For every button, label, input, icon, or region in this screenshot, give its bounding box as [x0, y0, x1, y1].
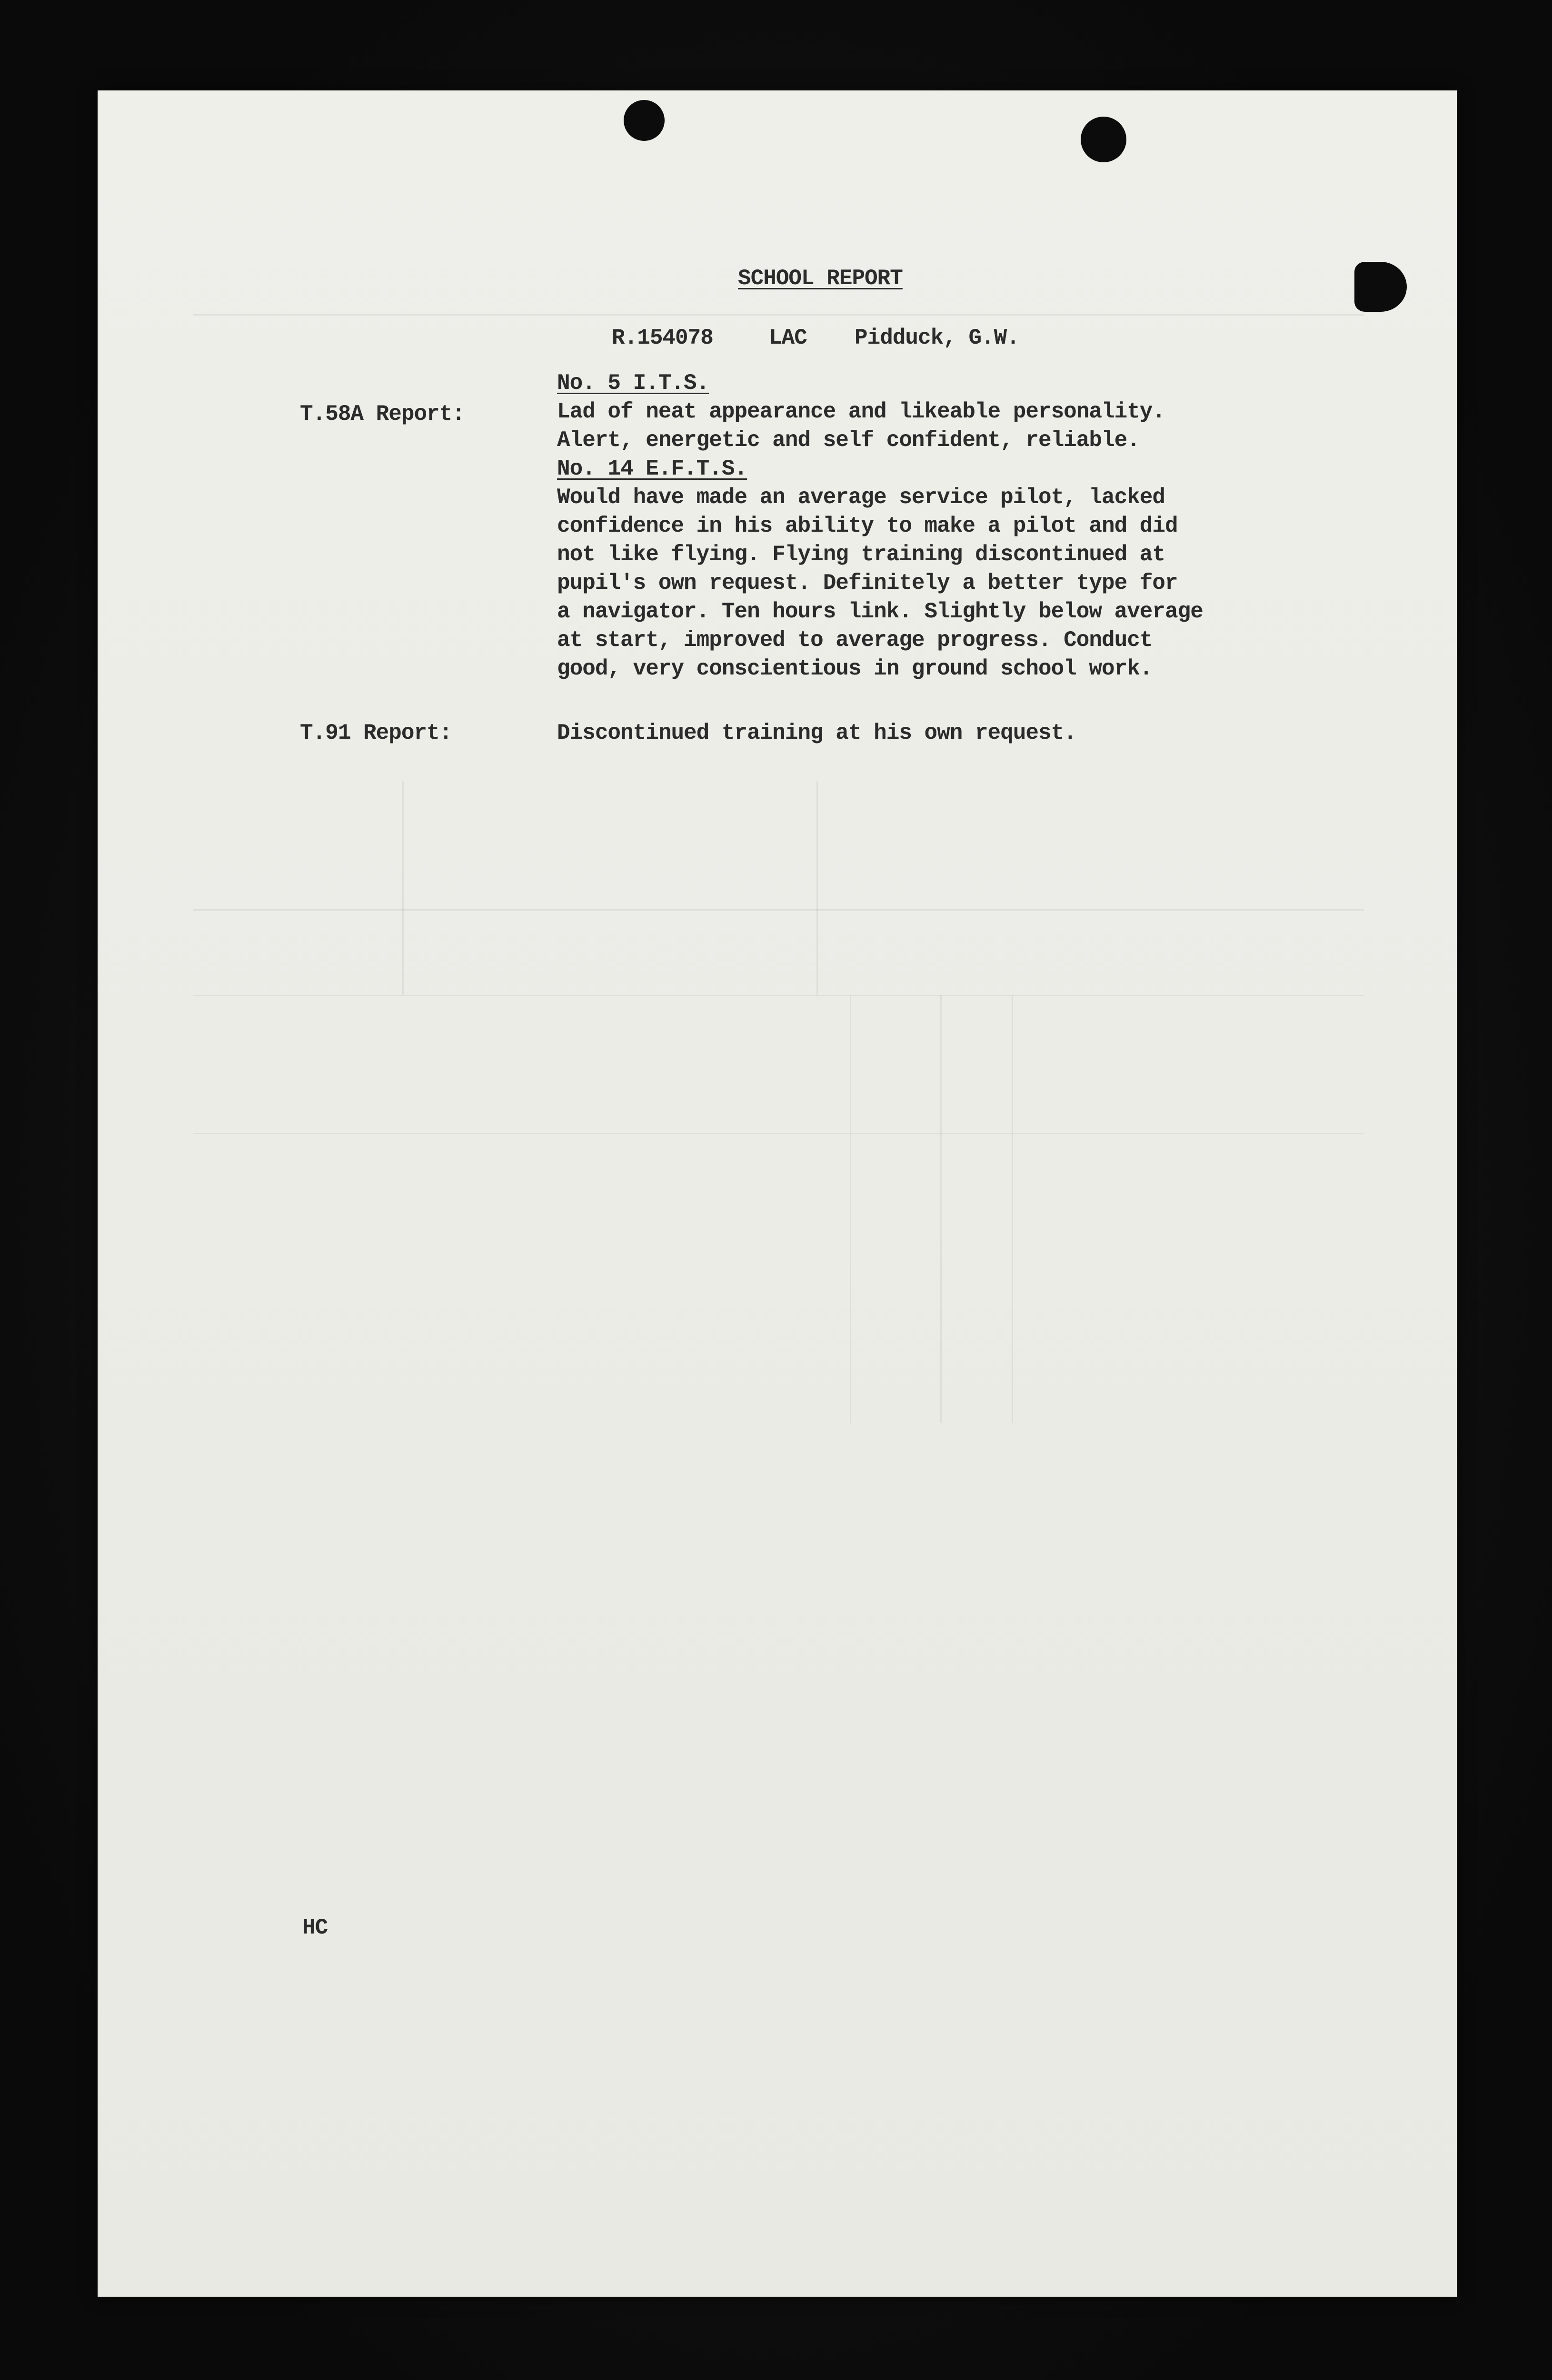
person-name: Pidduck, G.W. [855, 326, 1019, 350]
show-through-rule [940, 995, 942, 1423]
section-text-t91: Discontinued training at his own request. [557, 721, 1076, 745]
report-sheet [98, 90, 1457, 2297]
section-label-t58a: T.58A Report: [300, 402, 465, 426]
service-number: R.154078 [612, 326, 713, 350]
entry-text-its [557, 397, 1165, 455]
punch-hole [1081, 117, 1126, 162]
entry-text-efts [557, 483, 1203, 683]
rank: LAC [769, 326, 807, 350]
text-line: Would have made an average service pilot, lacked [557, 485, 1165, 510]
text-line: Alert, energetic and self confident, reliable. [557, 428, 1140, 453]
text-line: pupil's own request. Definitely a better type for [557, 571, 1178, 595]
entry-heading-efts: No. 14 E.F.T.S. [557, 456, 747, 481]
show-through-rule [850, 995, 851, 1423]
text-line: Lad of neat appearance and likeable personality. [557, 399, 1165, 424]
show-through-rule [193, 909, 1364, 911]
report-title: SCHOOL REPORT [738, 266, 903, 291]
text-line: a navigator. Ten hours link. Slightly below average [557, 599, 1203, 624]
text-line: good, very conscientious in ground school work. [557, 656, 1153, 681]
show-through-rule [193, 314, 1364, 316]
text-line: at start, improved to average progress. Conduct [557, 628, 1153, 653]
show-through-rule [1012, 995, 1013, 1423]
typist-initials: HC [302, 1915, 328, 1940]
show-through-rule [193, 995, 1364, 996]
text-line: not like flying. Flying training discontinued at [557, 542, 1165, 567]
punch-hole [1354, 262, 1407, 312]
text-line: confidence in his ability to make a pilot and did [557, 514, 1178, 538]
show-through-rule [193, 1133, 1364, 1134]
punch-hole [624, 100, 665, 141]
show-through-rule [402, 781, 404, 995]
show-through-rule [816, 781, 818, 995]
section-label-t91: T.91 Report: [300, 721, 452, 745]
entry-heading-its: No. 5 I.T.S. [557, 371, 709, 396]
